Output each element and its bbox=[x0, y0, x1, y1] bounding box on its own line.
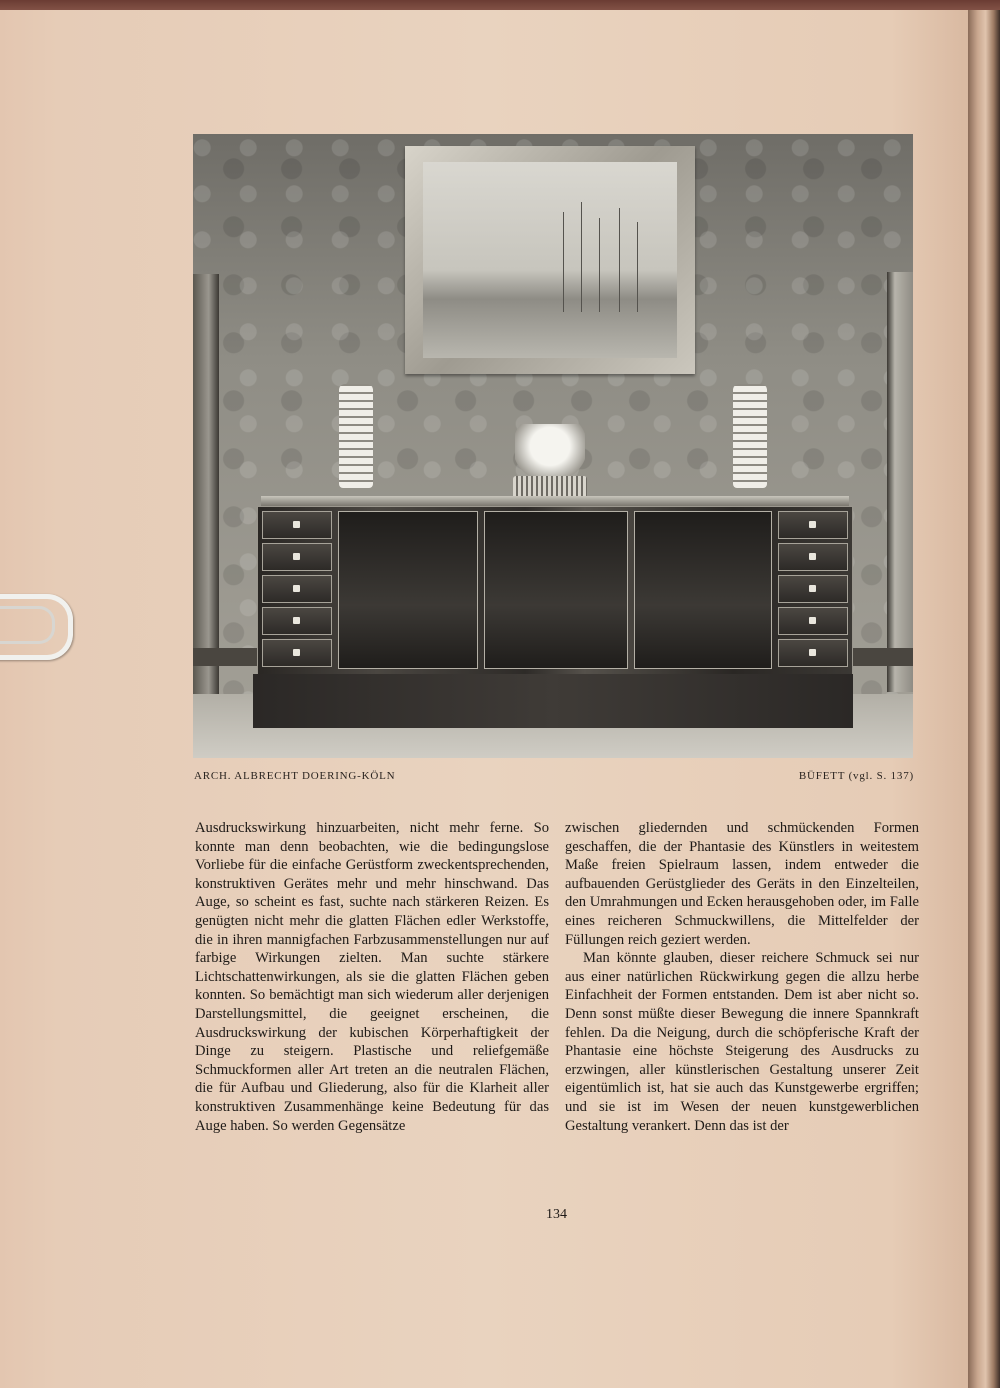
drawer bbox=[262, 511, 332, 539]
page-number: 134 bbox=[546, 1207, 567, 1222]
drawer bbox=[778, 575, 848, 603]
text-column-right bbox=[565, 819, 919, 1135]
photo-caption: BÜFETT (vgl. S. 137) bbox=[798, 770, 914, 782]
vase-right bbox=[733, 384, 767, 488]
book-page-edge bbox=[968, 10, 1000, 1388]
sideboard-photo bbox=[193, 134, 913, 758]
drawer bbox=[262, 607, 332, 635]
harbour-painting bbox=[423, 162, 677, 358]
drawer bbox=[262, 639, 332, 667]
text-column-left bbox=[195, 819, 549, 1135]
photo-credit: ARCH. ALBRECHT DOERING-KÖLN bbox=[194, 770, 396, 782]
cabinet-door bbox=[634, 511, 772, 669]
paragraph: Man könnte glauben, dieser reichere Schmuck sei nur aus einer natürlichen Rückwirkung gegen die allzu herbe Einfachheit der Formen entstanden. Dem ist aber nicht so. Denn sonst müßte dieser Bewegung die innere Spannkraft fehlen. Da die Neigung, durch die schöpferische Kraft der Phantasie eine höchste Steigerung des Ausdrucks zu erzwingen, aller künstlerischen Gestaltung unserer Zeit eigentümlich ist, hat sie auch das Kunstgewerbe ergriffen; und sie ist im Wesen der neuen kunstgewerblichen Gestaltung verankert. Denn das ist der bbox=[565, 950, 919, 1134]
painting-frame bbox=[405, 146, 695, 374]
sideboard-base bbox=[253, 674, 853, 728]
cabinet-door bbox=[338, 511, 478, 669]
door-frame-left bbox=[193, 274, 219, 694]
sideboard-body bbox=[257, 506, 853, 676]
drawer bbox=[778, 543, 848, 571]
drawer bbox=[262, 575, 332, 603]
paper-clip-inner-icon bbox=[0, 606, 55, 644]
drawer bbox=[778, 607, 848, 635]
drawer bbox=[262, 543, 332, 571]
sideboard bbox=[253, 496, 853, 728]
cabinet-door bbox=[484, 511, 628, 669]
ceramic-figurine bbox=[515, 424, 585, 480]
door-frame-right bbox=[887, 272, 913, 692]
drawer bbox=[778, 639, 848, 667]
paragraph: zwischen gliedernden und schmückenden Formen geschaffen, die der Phantasie des Künstlers in weitestem Maße freien Spielraum lassen, indem entweder die aufbauenden Gerüstglieder des Geräts in den Einzelteilen, den Umrahmungen und Ecken herausgehoben oder, im Falle eines reicheren Schmuckwillens, die Mittelfelder der Füllungen reich geziert werden. bbox=[565, 820, 919, 948]
paragraph: Ausdruckswirkung hinzuarbeiten, nicht mehr ferne. So konnte man denn beobachten, wie die bedingungslose Vorliebe für die einfache Gerüstform zweckentsprechenden, konstruktiven Gerätes mehr und mehr hinschwand. Das Auge, so scheint es fast, suchte nach stärkeren Reizen. Es genügten nicht mehr die glatten Flächen edler Werkstoffe, die in ihren mannigfachen Farbzusammenstellungen nur auf farbige Wirkungen zielten. Man suchte stärkere Lichtschattenwirkungen, als sie die glatten Flächen geben konnten. So bemächtigt man sich wiederum aller derjenigen Darstellungsmittel, die geeignet erscheinen, die Ausdruckswirkung der kubischen Körperhaftigkeit der Dinge zu steigern. Plastische und reliefgemäße Schmuckformen aller Art treten an die neutralen Flächen, die für Aufbau und Gliederung, also für die Klarheit aller konstruktiven Zusammenhänge keine Bedeutung für das Auge haben. So werden Gegensätze bbox=[195, 820, 549, 1134]
drawer bbox=[778, 511, 848, 539]
vase-left bbox=[339, 384, 373, 488]
